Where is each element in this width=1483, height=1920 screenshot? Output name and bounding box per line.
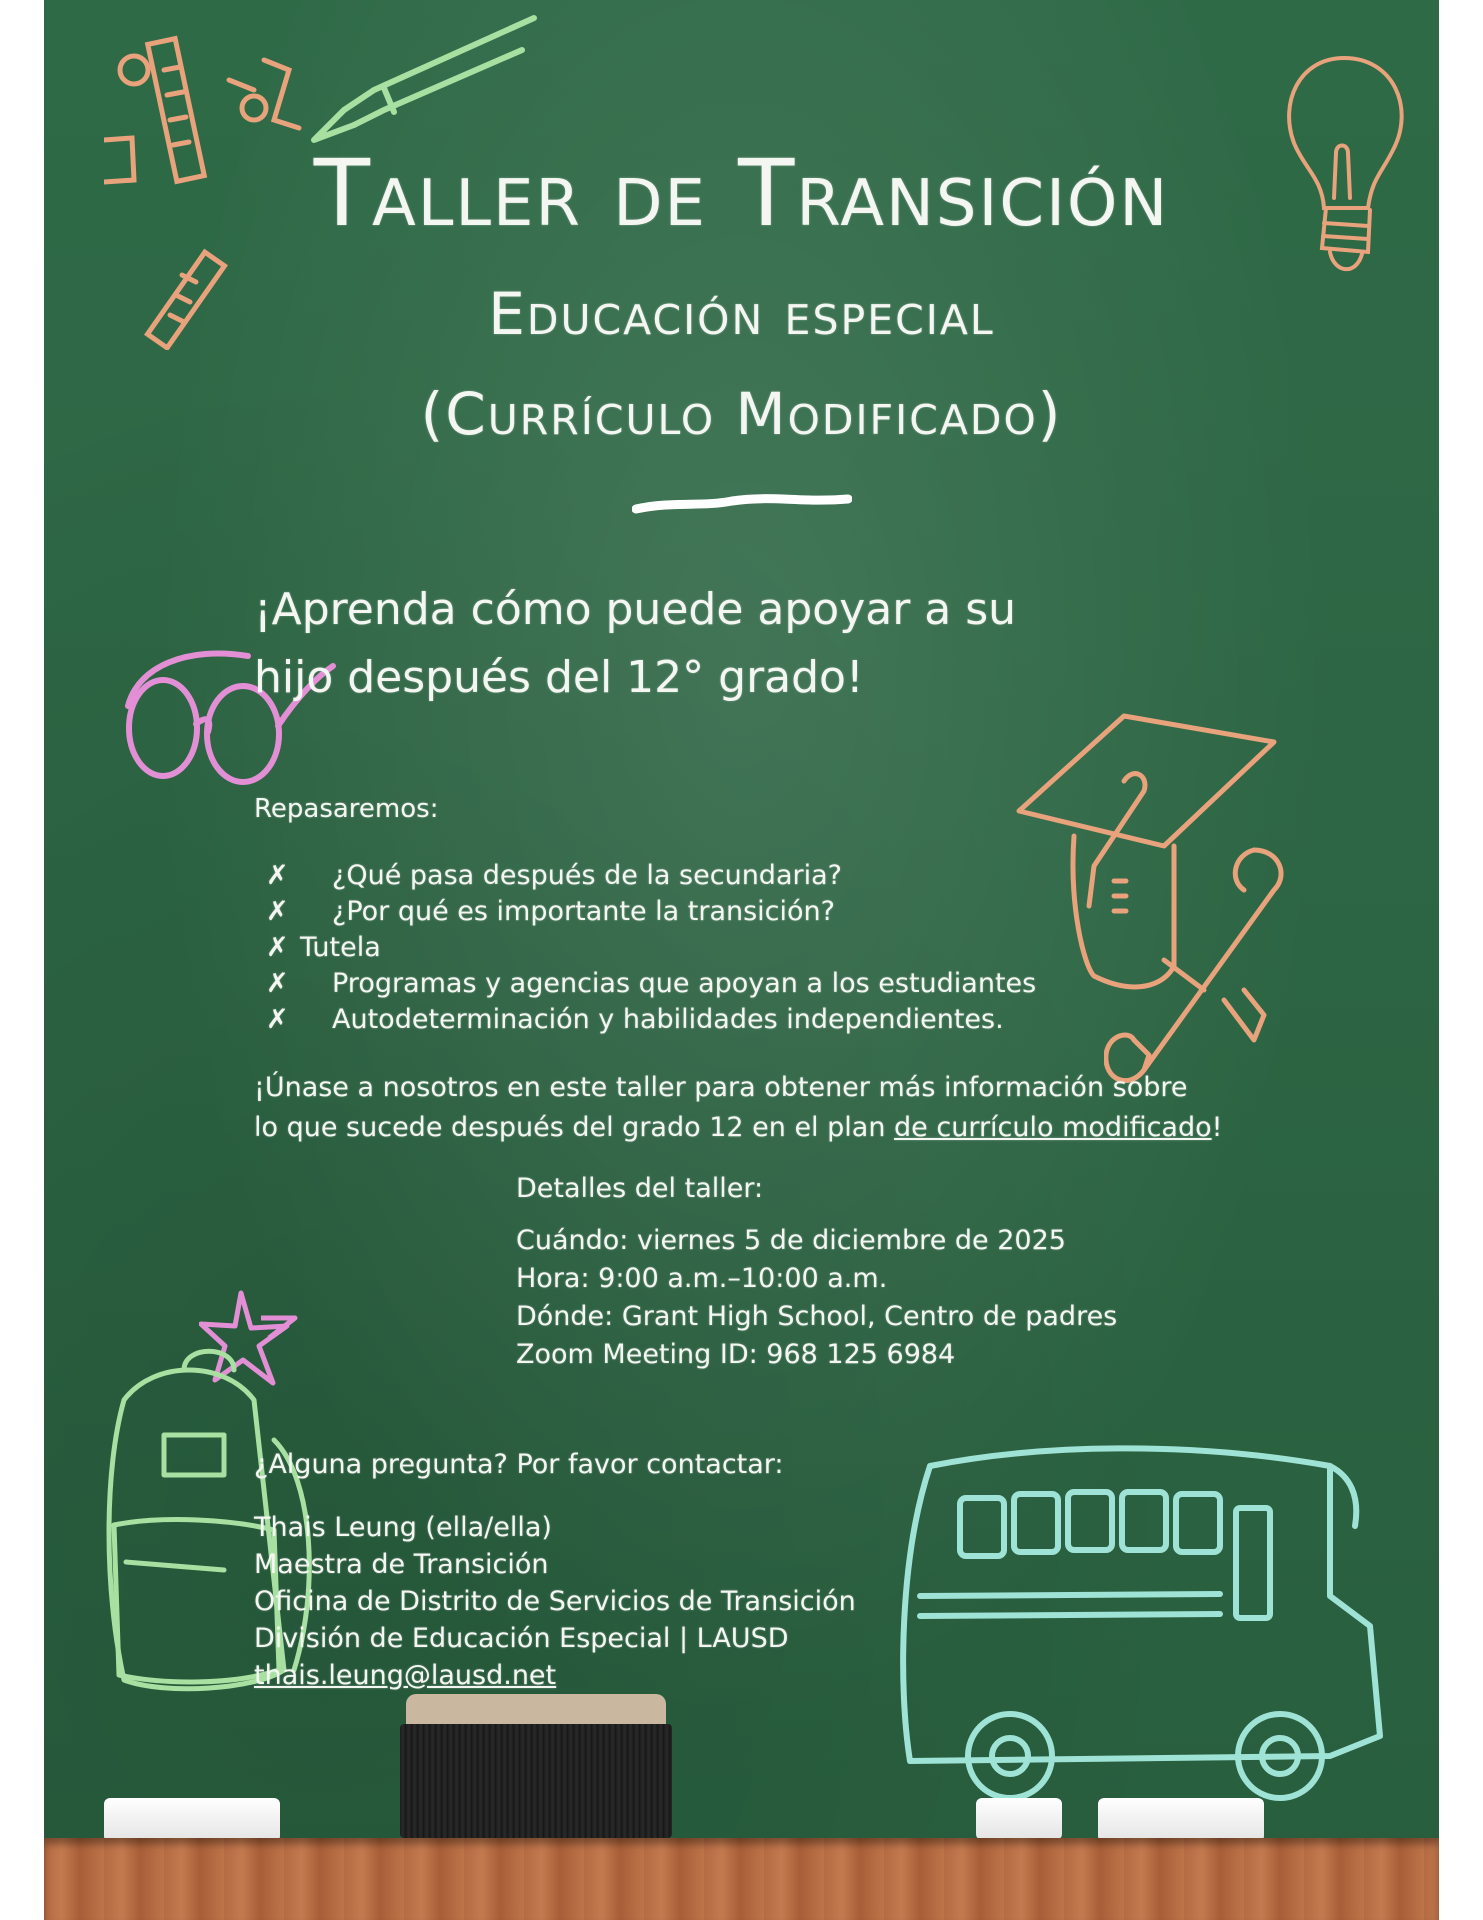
chalk-icon	[976, 1798, 1062, 1840]
join-line-2-prefix: lo que sucede después del grado 12 en el plan	[254, 1112, 895, 1143]
chalkboard	[44, 0, 1439, 1920]
join-line-2	[254, 1108, 1354, 1148]
pencil-icon	[284, 10, 544, 150]
details-when: Cuándo: viernes 5 de diciembre de 2025	[516, 1225, 1066, 1256]
topic-text: ¿Por qué es importante la transición?	[332, 896, 835, 927]
cross-mark-icon: ✗	[266, 932, 289, 963]
spacer	[516, 1208, 1117, 1222]
contact-email-link[interactable]: thais.leung@lausd.net	[254, 1660, 557, 1691]
topic-text: Tutela	[300, 932, 381, 963]
details-label: Detalles del taller:	[516, 1173, 764, 1204]
cross-mark-icon: ✗	[266, 968, 289, 999]
list-item	[266, 966, 1166, 1002]
eraser-icon	[400, 1694, 672, 1838]
contact-office: Oficina de Distrito de Servicios de Transición	[254, 1586, 856, 1617]
details-where: Dónde: Grant High School, Centro de padres	[516, 1301, 1118, 1332]
list-item	[266, 930, 1166, 966]
headline-line-1: ¡Aprenda cómo puede apoyar a su	[254, 584, 1017, 635]
review-label: Repasaremos:	[254, 794, 439, 824]
subtitle-special-education: Educación especial	[488, 280, 995, 348]
join-paragraph	[254, 1068, 1354, 1148]
details-zoom: Zoom Meeting ID: 968 125 6984	[516, 1339, 956, 1370]
chalk-underline	[632, 493, 852, 517]
topic-text: Autodeterminación y habilidades independientes.	[332, 1004, 1004, 1035]
list-item	[266, 894, 1166, 930]
cross-mark-icon: ✗	[266, 860, 289, 891]
topic-text: Programas y agencias que apoyan a los estudiantes	[332, 968, 1037, 999]
cross-mark-icon: ✗	[266, 896, 289, 927]
headline-line-2: hijo después del 12° grado!	[254, 652, 864, 703]
topics-list	[266, 858, 1166, 1038]
cross-mark-icon: ✗	[266, 1004, 289, 1035]
subtitle-modified-curriculum: (Currículo Modificado)	[420, 380, 1063, 448]
page-title: Taller de Transición	[313, 140, 1170, 247]
wooden-ledge	[44, 1838, 1439, 1920]
contact-label: ¿Alguna pregunta? Por favor contactar:	[254, 1449, 784, 1480]
list-item	[266, 858, 1166, 894]
details-time: Hora: 9:00 a.m.–10:00 a.m.	[516, 1263, 888, 1294]
chalk-icon	[1098, 1798, 1264, 1842]
spacer	[254, 1483, 856, 1509]
list-item	[266, 1002, 1166, 1038]
join-line-1: ¡Únase a nosotros en este taller para obtener más información sobre	[254, 1072, 1188, 1103]
chalk-icon	[104, 1798, 280, 1842]
school-bus-icon	[890, 1436, 1390, 1816]
headline	[254, 576, 1234, 712]
workshop-details	[516, 1170, 1117, 1374]
join-line-2-suffix: !	[1211, 1112, 1223, 1143]
contact-role: Maestra de Transición	[254, 1549, 549, 1580]
contact-name: Thais Leung (ella/ella)	[254, 1512, 552, 1543]
contact-block	[254, 1446, 856, 1694]
topic-text: ¿Qué pasa después de la secundaria?	[332, 860, 842, 891]
modified-curriculum-link[interactable]: de currículo modificado	[894, 1112, 1212, 1143]
eraser-felt	[400, 1724, 672, 1838]
contact-division: División de Educación Especial | LAUSD	[254, 1623, 789, 1654]
